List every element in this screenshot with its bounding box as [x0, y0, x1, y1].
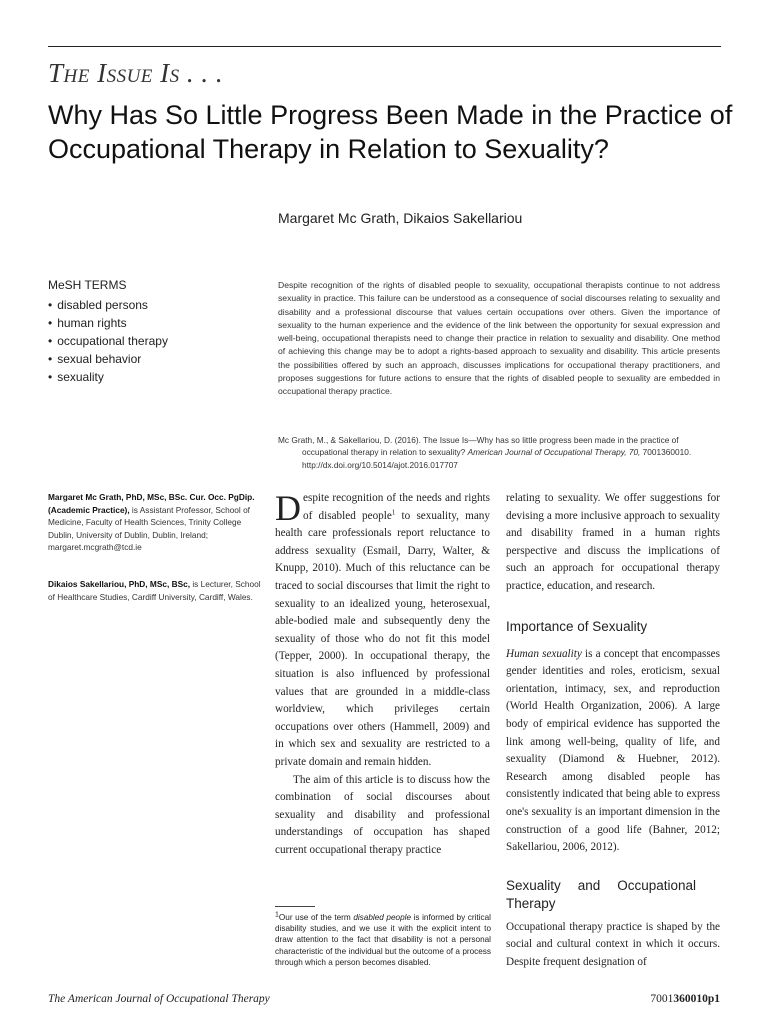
text: espite recognition of the needs and rights of disabled people [303, 492, 490, 522]
paragraph: relating to sexuality. We offer suggestions for devising a more inclusive approach to sexuality and disability framed in a human rights perspective and discuss the implications of such an approach for occupational therapy practice, education, and research. [506, 492, 720, 592]
section-heading: Sexuality and Occupational Therapy [506, 877, 696, 911]
affiliation-detail: is Assistant Professor, School of Medicine, Faculty of Health Sciences, Trinity College Dublin, University of Dublin, Dublin, Ireland; margaret.mcgrath@tcd.ie [48, 504, 250, 552]
text: is a concept that encompasses gender identities and roles, eroticism, sexual orientation, intimacy, sex, and reproduction (World Health Organization, 2006). A large body of empirical evidence has supported the link among well-being, quality of life, and sexuality (Diamond & Huebner, 2012). Research among disabled people has consistently indicated that being able to express one's sexuality is an important dimension in the construction of a good life (Bahner, 2012; Sakellariou, 2006, 2012). [506, 647, 720, 854]
page-number [640, 993, 720, 1005]
citation-journal: American Journal of Occupational Therapy, 70, [467, 447, 641, 458]
mesh-term: • sexuality [48, 368, 248, 386]
body-column-1 [275, 490, 490, 859]
mesh-term: • occupational therapy [48, 332, 248, 350]
section-heading: Importance of Sexuality [506, 618, 648, 634]
affiliation-1 [48, 491, 263, 554]
mesh-list [48, 296, 248, 386]
page-suffix: 360010p1 [673, 993, 720, 1005]
footnote-rule [275, 906, 315, 907]
mesh-terms [48, 278, 248, 386]
mesh-heading: MeSH TERMS [48, 278, 127, 292]
text: to sexuality, many health care professionals report reluctance to address sexuality (Esmail, Darry, Walter, & Knupp, 2010). Much of this reluctance can be traced to social discourses that limit the right to sexuality to an idealized young, heterosexual, able-bodied male and subsequently deny the sexuality of those who do not fit this model (Tepper, 2000). In occupational therapy, the situation is also influenced by professional values that are grounded in a middle-class worldview, which privileges certain occupations over others (Hammell, 2009) and in which sex and sexuality are restricted to a private domain and remain hidden. [275, 509, 490, 768]
paragraph: The aim of this article is to discuss how the combination of social discourses about sexuality and disability and professional understandings of occupation has shaped current occupational therapy practice [275, 773, 490, 856]
abstract: Despite recognition of the rights of disabled people to sexuality, occupational therapists continue to not address sexuality in practice. This failure can be understood as a consequence of social discourses relating to sexuality and disability and a professional discourse that values certain occupations over others. Given the importance of sexuality to the human experience and the evidence of the link between the opportunity for sexual expression and well-being, occupational therapists need to change their practice in relation to sexuality and disability. One method of achieving this change may be to adopt a rights-based approach to sexuality and disability. This article presents the possibilities offered by such an approach, discusses implications for occupational therapy practitioners, and proposes suggestions for future actions to ensure that the rights of disabled people to sexuality are embedded in occupational therapy practice. [278, 280, 720, 397]
mesh-term: • human rights [48, 314, 248, 332]
affiliation-2 [48, 578, 263, 603]
article-title: Why Has So Little Progress Been Made in the Practice of Occupational Therapy in Relation to Sexuality? [48, 100, 733, 164]
affiliation-detail: is Lecturer, School of Healthcare Studies, Cardiff University, Cardiff, Wales. [48, 579, 261, 602]
journal-name-footer: The American Journal of Occupational Therapy [48, 993, 270, 1005]
page-prefix: 7001 [650, 993, 674, 1005]
mesh-term: • disabled persons [48, 296, 248, 314]
citation-post: 7001360010. http://dx.doi.org/10.5014/ajot.2016.017707 [302, 447, 692, 470]
author-list: Margaret Mc Grath, Dikaios Sakellariou [278, 210, 523, 226]
footnote [275, 912, 491, 968]
mesh-term: • sexual behavior [48, 350, 248, 368]
body-column-2 [506, 490, 720, 971]
emphasis: Human sexuality [506, 647, 582, 660]
affiliation-name: Dikaios Sakellariou, PhD, MSc, BSc, [48, 579, 191, 589]
paragraph [506, 646, 720, 857]
footnote-ref: 1 [391, 507, 396, 516]
text: is informed by critical disability studies, and we use it with the explicit intent to draw attention to the fact that disability is not a personal characteristic of the individual but the outcome of a process through which a person becomes disabled. [275, 913, 491, 967]
paragraph: Occupational therapy practice is shaped by the social and cultural context in which it occurs. Despite frequent designation of [506, 920, 720, 968]
top-rule [48, 46, 721, 47]
text: Our use of the term [278, 913, 354, 922]
footnote-number: 1 [275, 911, 279, 919]
affiliation-name: Margaret Mc Grath, PhD, MSc, BSc. Cur. Occ. PgDip. (Academic Practice), [48, 492, 255, 515]
citation [278, 434, 720, 471]
citation-pre: Mc Grath, M., & Sakellariou, D. (2016). The Issue Is—Why has so little progress been made in the practice of occupational therapy in relation to sexuality? [278, 435, 679, 458]
paragraph [275, 490, 490, 772]
section-label: The Issue Is . . . [48, 58, 224, 88]
emphasis: disabled people [353, 913, 411, 922]
drop-cap: D [275, 488, 301, 528]
